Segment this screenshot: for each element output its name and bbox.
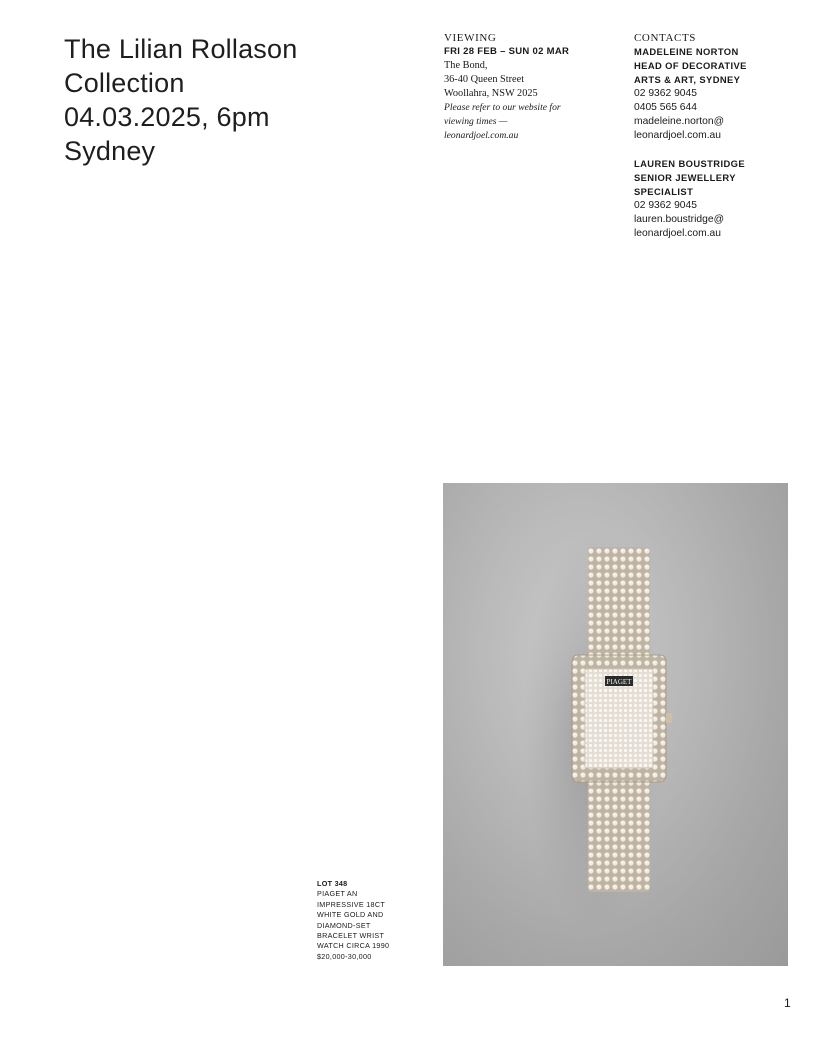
viewing-street: 36-40 Queen Street bbox=[444, 74, 525, 85]
bracelet-upper bbox=[588, 547, 650, 659]
contact-email[interactable]: madeleine.norton@ bbox=[634, 116, 725, 127]
viewing-website-link[interactable]: leonardjoel.com.au bbox=[444, 130, 519, 141]
contact-role: SENIOR JEWELLERY bbox=[634, 172, 736, 183]
viewing-note-2: viewing times — bbox=[444, 116, 508, 127]
contact-phone[interactable]: 02 9362 9045 bbox=[634, 88, 697, 99]
contact-phone[interactable]: 02 9362 9045 bbox=[634, 200, 697, 211]
lot-description: WATCH CIRCA 1990 bbox=[317, 941, 390, 951]
viewing-section bbox=[444, 31, 614, 143]
bracelet-lower bbox=[588, 778, 650, 892]
title-location: Sydney bbox=[64, 136, 156, 166]
title-date: 04.03.2025, 6pm bbox=[64, 102, 270, 132]
dial-brand: PIAGET bbox=[606, 678, 632, 686]
title-line-2: Collection bbox=[64, 68, 185, 98]
lot-description: IMPRESSIVE 18CT bbox=[317, 899, 386, 909]
contact-name: MADELEINE NORTON bbox=[634, 46, 739, 57]
watch-photo bbox=[443, 483, 788, 966]
lot-number: LOT 348 bbox=[317, 879, 348, 888]
contact-email[interactable]: leonardjoel.com.au bbox=[634, 130, 722, 141]
contacts-heading: CONTACTS bbox=[634, 32, 696, 44]
contact-email[interactable]: lauren.boustridge@ bbox=[634, 214, 725, 225]
watch-illustration bbox=[443, 483, 788, 966]
viewing-heading: VIEWING bbox=[444, 32, 497, 44]
page-number: 1 bbox=[784, 996, 791, 1010]
contact-madeleine-norton bbox=[634, 45, 804, 143]
lot-description: BRACELET WRIST bbox=[317, 931, 385, 941]
lot-caption bbox=[317, 879, 427, 962]
contact-name: LAUREN BOUSTRIDGE bbox=[634, 158, 745, 169]
contacts-section bbox=[634, 31, 804, 241]
viewing-venue: The Bond, bbox=[444, 60, 488, 71]
contact-email[interactable]: leonardjoel.com.au bbox=[634, 228, 722, 239]
lot-description: DIAMOND-SET bbox=[317, 920, 371, 930]
viewing-suburb: Woollahra, NSW 2025 bbox=[444, 88, 538, 99]
lot-description: PIAGET AN bbox=[317, 889, 358, 899]
lot-estimate: $20,000-30,000 bbox=[317, 951, 372, 961]
title-line-1: The Lilian Rollason bbox=[64, 34, 298, 64]
catalogue-title bbox=[64, 32, 404, 168]
contact-role: ARTS & ART, SYDNEY bbox=[634, 74, 741, 85]
watch-crown bbox=[666, 713, 672, 723]
contact-lauren-boustridge bbox=[634, 157, 804, 241]
contact-role: SPECIALIST bbox=[634, 186, 694, 197]
contact-role: HEAD OF DECORATIVE bbox=[634, 60, 747, 71]
lot-description: WHITE GOLD AND bbox=[317, 910, 384, 920]
spacer bbox=[634, 143, 804, 157]
viewing-note-1: Please refer to our website for bbox=[444, 102, 561, 113]
contact-mobile[interactable]: 0405 565 644 bbox=[634, 102, 697, 113]
viewing-dates: FRI 28 FEB – SUN 02 MAR bbox=[444, 46, 570, 57]
